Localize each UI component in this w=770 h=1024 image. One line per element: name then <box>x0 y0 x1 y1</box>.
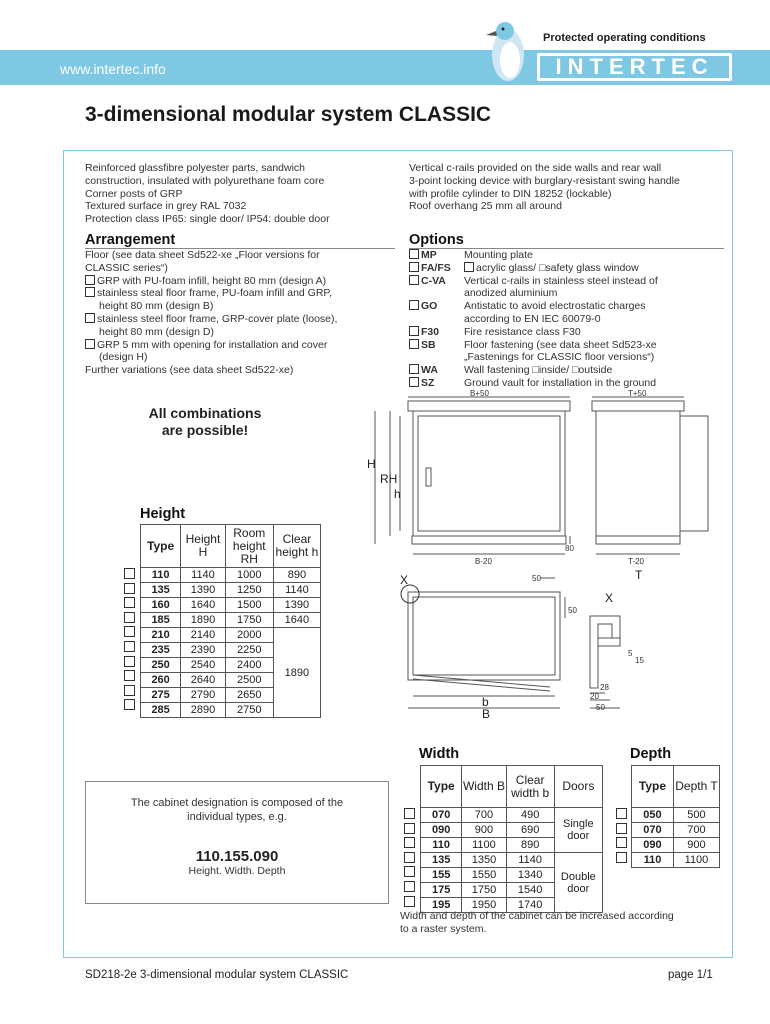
dim-h-small: h <box>394 487 401 501</box>
table-row <box>632 853 720 868</box>
cell: 050 <box>632 808 674 823</box>
cell: 1350 <box>462 853 506 868</box>
checkbox-height-210[interactable] <box>124 626 135 637</box>
option-code: F30 <box>421 325 440 338</box>
checkbox-depth-110[interactable] <box>616 852 627 863</box>
col-header: Clear width b <box>506 766 554 808</box>
checkbox-height-110[interactable] <box>124 568 135 579</box>
dim-b50: B+50 <box>470 389 489 398</box>
cell: 135 <box>421 853 462 868</box>
cell: 2400 <box>225 658 273 673</box>
designation-text: The cabinet designation is composed of the <box>130 797 344 809</box>
checkbox-height-185[interactable] <box>124 612 135 623</box>
cell: 1890 <box>181 613 225 628</box>
intro-right <box>409 162 724 213</box>
cell: 090 <box>421 823 462 838</box>
cell: 135 <box>141 583 181 598</box>
option-text: anodized aluminium <box>464 287 558 300</box>
cell: 235 <box>141 643 181 658</box>
checkbox-acrylic[interactable] <box>464 262 474 272</box>
table-row <box>421 853 603 868</box>
checkbox-height-285[interactable] <box>124 699 135 710</box>
option-code: WA <box>421 364 438 377</box>
penguin-logo-icon <box>470 15 540 85</box>
front-body <box>413 411 565 536</box>
table-row <box>141 613 321 628</box>
option-code: C-VA <box>421 274 446 287</box>
checkbox-option-mp[interactable] <box>409 249 419 259</box>
intro-line: Roof overhang 25 mm all around <box>409 200 562 213</box>
col-header: Height H <box>181 525 225 568</box>
plan-view <box>408 592 560 680</box>
dim-b20: B-20 <box>475 557 492 566</box>
label-x: X <box>400 573 409 587</box>
designation-legend: Height. Width. Depth <box>188 865 286 877</box>
table-row <box>141 568 321 583</box>
cell: 900 <box>673 838 719 853</box>
arrangement-line: Floor (see data sheet Sd522-xe „Floor versions for <box>85 249 320 261</box>
depth-table <box>631 765 720 868</box>
checkbox-height-235[interactable] <box>124 641 135 652</box>
checkbox-option-fafs[interactable] <box>409 262 419 272</box>
cell: 110 <box>141 568 181 583</box>
intro-line: construction, insulated with polyurethane foam core <box>85 174 325 187</box>
cell: 185 <box>141 613 181 628</box>
checkbox-height-135[interactable] <box>124 583 135 594</box>
dim-h-big: H <box>367 457 376 471</box>
cell: 1390 <box>273 598 320 613</box>
dim-t50: T+50 <box>628 389 647 398</box>
intro-line: Reinforced glassfibre polyester parts, sandwich <box>85 162 306 174</box>
intro-line: Vertical c-rails provided on the side walls and rear wall <box>409 162 662 174</box>
intro-line: with profile cylinder to DIN 18252 (lockable) <box>409 187 612 200</box>
checkbox-height-250[interactable] <box>124 656 135 667</box>
option-code: SB <box>421 338 436 351</box>
intro-line: Corner posts of GRP <box>85 187 183 200</box>
cell: 2750 <box>225 703 273 718</box>
options-heading: Options <box>409 232 464 248</box>
arrangement-line: stainless steal floor frame, PU-foam infill and GRP, <box>97 287 332 300</box>
checkbox-width-195[interactable] <box>404 896 415 907</box>
dim-50a: 50 <box>532 574 541 583</box>
cell: 1640 <box>181 598 225 613</box>
dim-t20: T-20 <box>628 557 645 566</box>
side-roof <box>592 401 684 411</box>
cell: 1100 <box>673 853 719 868</box>
tagline: Protected operating conditions <box>543 32 706 44</box>
checkbox-height-160[interactable] <box>124 597 135 608</box>
height-table <box>140 524 321 718</box>
checkbox-depth-070[interactable] <box>616 823 627 834</box>
cell: 1750 <box>225 613 273 628</box>
col-header: Type <box>141 525 181 568</box>
cell: 500 <box>673 808 719 823</box>
website-url[interactable]: www.intertec.info <box>60 61 166 77</box>
cell: 2890 <box>181 703 225 718</box>
footer-doc-id: SD218-2e 3-dimensional modular system CLASSIC <box>85 969 349 981</box>
cell: 900 <box>462 823 506 838</box>
cell: 1640 <box>273 613 320 628</box>
option-text: Mounting plate <box>464 249 533 261</box>
cell: 1750 <box>462 883 506 898</box>
option-text: Wall fastening □inside/ □outside <box>464 364 613 377</box>
cell: 1500 <box>225 598 273 613</box>
cell: 210 <box>141 628 181 643</box>
checkbox-option-f30[interactable] <box>409 326 419 336</box>
col-header: Type <box>632 766 674 808</box>
table-row <box>421 808 603 823</box>
cell: 2790 <box>181 688 225 703</box>
width-table <box>420 765 603 913</box>
options-list <box>409 249 729 390</box>
col-header: Depth T <box>673 766 719 808</box>
note-line: Width and depth of the cabinet can be increased according <box>400 910 674 922</box>
col-header: Clear height h <box>273 525 320 568</box>
arrangement-line: CLASSIC series“) <box>85 261 168 274</box>
front-floor <box>412 536 566 544</box>
checkbox-height-275[interactable] <box>124 685 135 696</box>
table-row <box>632 823 720 838</box>
dim-28: 28 <box>600 683 609 692</box>
cell: 110 <box>632 853 674 868</box>
checkbox-option-wa[interactable] <box>409 364 419 374</box>
arrangement-line: Further variations (see data sheet Sd522-xe) <box>85 364 294 377</box>
dim-b-big: B <box>482 707 491 721</box>
col-header: Type <box>421 766 462 808</box>
dim-rh: RH <box>380 472 398 486</box>
checkbox-design-a[interactable] <box>85 275 95 285</box>
detail-x-profile <box>590 616 620 688</box>
option-text: Ground vault for installation in the ground <box>464 376 657 389</box>
arrangement-line: height 80 mm (design B) <box>99 300 214 313</box>
side-door <box>680 416 708 531</box>
dim-50b: 50 <box>568 606 577 615</box>
cell: 1140 <box>181 568 225 583</box>
arrangement-line: stainless steel floor frame, GRP-cover plate (loose), <box>97 312 338 325</box>
side-body <box>596 411 680 536</box>
checkbox-option-sz[interactable] <box>409 377 419 387</box>
col-header: Room height RH <box>225 525 273 568</box>
dim-15: 15 <box>635 656 644 665</box>
option-code: SZ <box>421 376 435 389</box>
col-header: Doors <box>554 766 602 808</box>
checkbox-width-175[interactable] <box>404 881 415 892</box>
cell: 090 <box>632 838 674 853</box>
checkbox-option-sb[interactable] <box>409 339 419 349</box>
designation-text: individual types, e.g. <box>187 811 287 823</box>
checkbox-design-h[interactable] <box>85 339 95 349</box>
option-text: according to EN IEC 60079-0 <box>464 312 601 325</box>
cell: 2650 <box>225 688 273 703</box>
page-title: 3-dimensional modular system CLASSIC <box>85 103 492 126</box>
cell: 070 <box>632 823 674 838</box>
option-code: GO <box>421 300 438 313</box>
checkbox-width-155[interactable] <box>404 866 415 877</box>
cell: 2250 <box>225 643 273 658</box>
cell: 2500 <box>225 673 273 688</box>
front-roof <box>408 401 570 411</box>
detail-x-marker <box>401 585 419 603</box>
cell: 1250 <box>225 583 273 598</box>
cell: 690 <box>506 823 554 838</box>
checkbox-option-go[interactable] <box>409 300 419 310</box>
checkbox-width-135[interactable] <box>404 852 415 863</box>
cell: 1000 <box>225 568 273 583</box>
size-note <box>400 910 720 936</box>
option-text: Fire resistance class F30 <box>464 325 581 338</box>
table-row <box>141 598 321 613</box>
cell: 250 <box>141 658 181 673</box>
cell: 175 <box>421 883 462 898</box>
combinations-line: are possible! <box>161 422 249 438</box>
option-text: acrylic glass/ □safety glass window <box>476 261 639 274</box>
dim-50c: 50 <box>596 703 605 712</box>
arrangement-line: (design H) <box>99 351 148 364</box>
cell: 1540 <box>506 883 554 898</box>
checkbox-design-d[interactable] <box>85 313 95 323</box>
cell: 1100 <box>462 838 506 853</box>
intertec-logo: INTERTEC <box>537 53 732 81</box>
cell: 1740 <box>506 898 554 913</box>
checkbox-width-110[interactable] <box>404 837 415 848</box>
table-row <box>141 583 321 598</box>
designation-code: 110.155.090 <box>195 848 279 865</box>
checkbox-depth-090[interactable] <box>616 837 627 848</box>
cell: 890 <box>506 838 554 853</box>
option-text: Floor fastening (see data sheet Sd523-xe <box>464 338 657 351</box>
table-row <box>141 628 321 643</box>
cell: 890 <box>273 568 320 583</box>
cell: 490 <box>506 808 554 823</box>
intro-left <box>85 162 395 226</box>
dim-20: 20 <box>590 692 599 701</box>
cell: 160 <box>141 598 181 613</box>
depth-heading: Depth <box>630 746 672 762</box>
cell: 2390 <box>181 643 225 658</box>
cell: 700 <box>462 808 506 823</box>
dim-t: T <box>635 568 643 582</box>
cell: 155 <box>421 868 462 883</box>
height-heading: Height <box>140 506 186 522</box>
door-handle <box>426 468 431 486</box>
cell: 2000 <box>225 628 273 643</box>
cabinet-drawing <box>300 388 730 728</box>
cell: 275 <box>141 688 181 703</box>
checkbox-height-260[interactable] <box>124 670 135 681</box>
arrangement-line: GRP with PU-foam infill, height 80 mm (design A) <box>97 274 327 287</box>
cell: 1140 <box>506 853 554 868</box>
front-door <box>418 416 560 531</box>
col-header: Width B <box>462 766 506 808</box>
arrangement-list <box>85 249 395 377</box>
cell: 1140 <box>273 583 320 598</box>
designation-box <box>85 781 389 904</box>
note-line: to a raster system. <box>400 922 487 935</box>
width-heading: Width <box>419 746 460 762</box>
intro-line: Protection class IP65: single door/ IP54: double door <box>85 213 330 226</box>
option-text: Antistatic to avoid electrostatic charges <box>464 300 646 313</box>
cell: 1950 <box>462 898 506 913</box>
checkbox-width-090[interactable] <box>404 823 415 834</box>
cell: 1340 <box>506 868 554 883</box>
arrangement-heading: Arrangement <box>85 232 176 248</box>
checkbox-option-cva[interactable] <box>409 275 419 285</box>
cell: 110 <box>421 838 462 853</box>
option-code: FA/FS <box>421 261 451 274</box>
footer-page: page 1/1 <box>668 969 713 981</box>
option-text: Vertical c-rails in stainless steel instead of <box>464 274 658 287</box>
arrangement-line: GRP 5 mm with opening for installation and cover <box>97 338 328 351</box>
cell: 2540 <box>181 658 225 673</box>
cell: 700 <box>673 823 719 838</box>
option-text: „Fastenings for CLASSIC floor versions“) <box>464 351 655 364</box>
side-floor <box>596 536 680 544</box>
option-code: MP <box>421 249 437 261</box>
cell: 285 <box>141 703 181 718</box>
table-row <box>632 808 720 823</box>
cell: 1390 <box>181 583 225 598</box>
cell-merged: Double door <box>554 853 602 913</box>
arrangement-line: height 80 mm (design D) <box>99 325 214 338</box>
cell: 260 <box>141 673 181 688</box>
cell: 2140 <box>181 628 225 643</box>
checkbox-depth-050[interactable] <box>616 808 627 819</box>
table-row <box>632 838 720 853</box>
intro-line: 3-point locking device with burglary-resistant swing handle <box>409 174 680 187</box>
cell: 070 <box>421 808 462 823</box>
cell: 195 <box>421 898 462 913</box>
checkbox-width-070[interactable] <box>404 808 415 819</box>
cell-merged: Single door <box>554 808 602 853</box>
label-x-detail: X <box>605 591 614 605</box>
checkbox-design-b[interactable] <box>85 287 95 297</box>
cell: 1550 <box>462 868 506 883</box>
intro-line: Textured surface in grey RAL 7032 <box>85 200 247 213</box>
dim-5: 5 <box>628 649 633 658</box>
combinations-note <box>130 405 280 439</box>
combinations-line: All combinations <box>148 405 262 421</box>
cell-merged: 1890 <box>273 628 320 718</box>
dim-80: 80 <box>565 544 574 553</box>
cell: 2640 <box>181 673 225 688</box>
dim-b-small: b <box>482 695 489 709</box>
